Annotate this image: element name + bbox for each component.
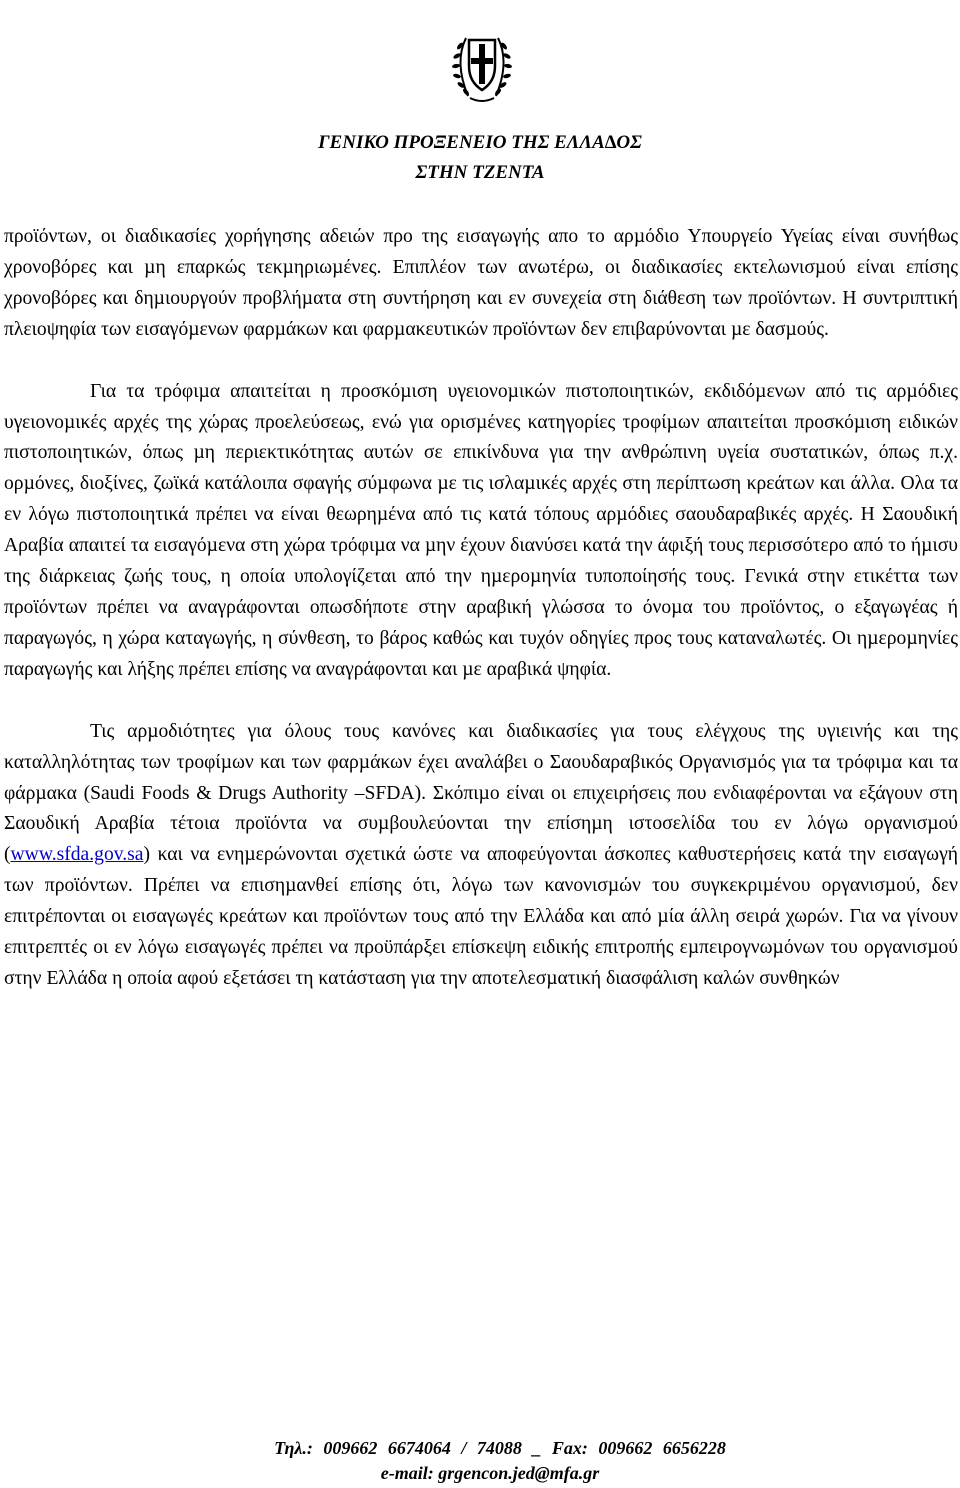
- header-line-consulate: ΓΕΝΙΚΟ ΠΡΟΞΕΝΕΙΟ ΤΗΣ ΕΛΛΑ∆ΟΣ: [318, 132, 642, 153]
- footer-email: e-mail: grgencon.jed@mfa.gr: [380, 1463, 600, 1483]
- header-line-city: ΣΤΗΝ ΤΖΕΝΤΑ: [415, 162, 545, 183]
- page-footer: [0, 1436, 960, 1486]
- footer-phone-fax: Τηλ.: 009662 6674064 / 74088 _ Fax: 009662 6656228: [274, 1438, 726, 1458]
- sfda-website-link[interactable]: www.sfda.gov.sa: [10, 844, 144, 866]
- consulate-header: [0, 128, 960, 188]
- document-body: [4, 222, 958, 995]
- greek-coat-of-arms-emblem: [452, 18, 512, 106]
- paragraph-sfda-text-after: ) και να ενηµερώνονται σχετικά ώστε να αποφεύγονται άσκοπες καθυστερήσεις κατά την εισαγωγή των προϊόντων. Πρέπει να επισηµανθεί επίσης ότι, λόγω των κανονισµών του συγκεκριµένου οργανισµού, δεν επιτρέπονται οι εισαγωγές κρεάτων και προϊόντων τους από την Ελλάδα και από µία άλλη σειρά χωρών. Για να γίνουν επιτρεπτές οι εν λόγω εισαγωγές πρέπει να προϋπάρξει επίσκεψη ειδικής επιτροπής εµπειρογνωµόνων του οργανισµού στην Ελλάδα η οποία αφού εξετάσει τη κατάσταση για την αποτελεσµατική διασφάλιση καλών συνθηκών: [4, 844, 958, 989]
- paragraph-sfda-text-before: Τις αρµοδιότητες για όλους τους κανόνες και διαδικασίες για τους ελέγχους της υγιεινής και της καταλληλότητας των τροφίµων και των φαρµάκων έχει αναλάβει ο Σαουδαραβικός Οργανισµός για τα τρόφιµα και τα φάρµακα (Saudi Foods & Drugs Authority –SFDA). Σκόπιµο είναι οι επιχειρήσεις που ενδιαφέρονται να εξάγουν στη Σαουδική Αραβία τέτοια προϊόντα να συµβουλεύονται την επίσηµη ιστοσελίδα του εν λόγω οργανισµού (: [4, 720, 958, 866]
- paragraph-pharma-imports: προϊόντων, οι διαδικασίες χορήγησης αδειών προ της εισαγωγής απο το αρµόδιο Υπουργείο Υγείας είναι συνήθως χρονοβόρες και µη επαρκώς τεκµηριωµένες. Επιπλέον των ανωτέρω, οι διαδικασίες εκτελωνισµού είναι επίσης χρονοβόρες και δηµιουργούν προβλήµατα στη συντήρηση και εν συνεχεία στη διάθεση των προϊόντων. Η συντριπτική πλειοψηφία των εισαγόµενων φαρµάκων και φαρµακευτικών προϊόντων δεν επιβαρύνονται µε δασµούς.: [4, 226, 958, 340]
- paragraph-food-certificates: Για τα τρόφιµα απαιτείται η προσκόµιση υγειονοµικών πιστοποιητικών, εκδιδόµενων από τις αρµόδιες υγειονοµικές αρχές της χώρας προελεύσεως, ενώ για ορισµένες κατηγορίες τροφίµων απαιτείται προσκόµιση ειδικών πιστοποιητικών, όπως µη περιεκτικότητας αυτών σε επικίνδυνα για την ανθρώπινη υγεία συστατικών, όπως π.χ. ορµόνες, διοξίνες, ζωϊκά κατάλοιπα σφαγής σύµφωνα µε τις ισλαµικές αρχές στη περίπτωση κρεάτων και άλλα. Ολα τα εν λόγω πιστοποιητικά πρέπει να είναι θεωρηµένα από τις κατά τόπους αρµόδιες σαουδαραβικές αρχές. Η Σαουδική Αραβία απαιτεί τα εισαγόµενα στη χώρα τρόφιµα να µην έχουν διανύσει κατά την άφιξή τους περισσότερο από το ήµισυ της διάρκειας ζωής τους, η οποία υπολογίζεται από την ηµεροµηνία τυποποίησής τους. Γενικά στην ετικέττα των προϊόντων πρέπει να αναγράφονται οπωσδήποτε στην αραβική γλώσσα το όνοµα του προϊόντος, ο εξαγωγέας ή παραγωγός, η χώρα καταγωγής, η σύνθεση, το βάρος καθώς και τυχόν οδηγίες προς τους καταναλωτές. Οι ηµεροµηνίες παραγωγής και λήξης πρέπει επίσης να αναγράφονται και µε αραβικά ψηφία.: [4, 380, 958, 680]
- paragraph-sfda: [4, 717, 958, 995]
